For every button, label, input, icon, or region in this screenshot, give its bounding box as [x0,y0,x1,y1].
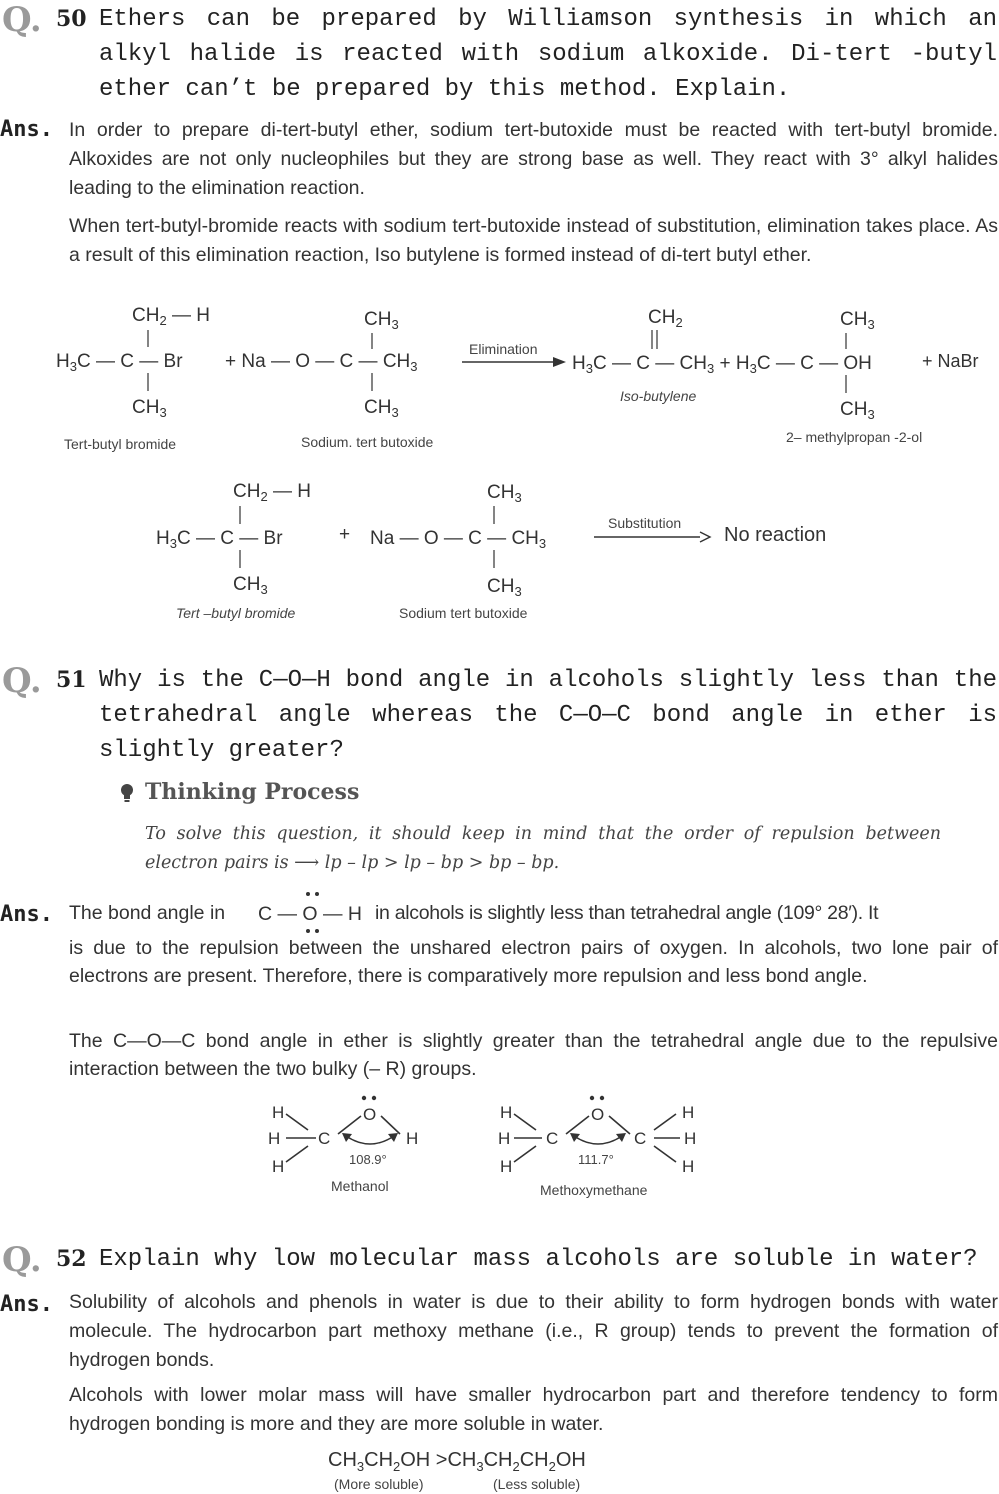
answer-label-q50: Ans. [0,117,53,142]
svg-text:C: C [634,1129,647,1148]
answer-line-1-start-q51: The bond angle in [69,902,226,924]
svg-text:H: H [682,1103,695,1122]
answer-paragraph-1-q52: Solubility of alcohols and phenols in water is due to their ability to form hydrogen bonds with water molecule. The hydrocarbon part methoxy methane (i.e., R group) tends to prevent the formation of hydrogen bonds. [69,1291,998,1371]
methylpropanol-label: 2– methylpropan -2-ol [786,429,923,445]
tert-butyl-bromide-label: Tert-butyl bromide [64,436,177,452]
svg-text:O: O [363,1105,377,1124]
answer-paragraph-1-q50: In order to prepare di-tert-butyl ether, sodium tert-butoxide must be reacted with tert-butyl bromide. Alkoxides are not only nucleophiles but they are strong base as well. They react with 3° alkyl halides leading to the elimination reaction. [69,119,998,199]
question-mark-q50: Q. [2,0,42,40]
nabr-product: + NaBr [922,351,979,371]
more-soluble-label: (More soluble) [334,1476,424,1492]
question-mark-q52: Q. [2,1240,42,1280]
svg-text:CH3: $CH_3$ [132,397,167,420]
sodium-tert-butoxide-label: Sodium. tert butoxide [301,434,434,450]
answer-paragraph-2-q51: The C—O—C bond angle in ether is slightly greater than the tetrahedral angle due to the repulsive interaction between the two bulky (– R) groups. [69,1030,998,1080]
question-number-q50: 50 [56,6,87,32]
answer-line-1-end-q51: in alcohols is slightly less than tetrahedral angle (109° 28′). It [375,902,879,924]
svg-text:CH2 — H: $CH_2$ — H [233,481,311,504]
question-number-q52: 52 [56,1246,87,1272]
svg-text:H3C — C — Br: $H_3C$ — C — Br [56,351,183,374]
solubility-comparison-formula [320,1440,640,1476]
less-soluble-label: (Less soluble) [493,1476,581,1492]
elimination-arrow-label: Elimination [469,341,538,357]
tert-butyl-bromide-label-2: Tert –butyl bromide [176,605,296,621]
answer-label-q52: Ans. [0,1292,53,1317]
svg-text:H: H [684,1129,697,1148]
methanol-label: Methanol [331,1178,389,1194]
methanol-bond-angle: 108.9° [349,1152,387,1167]
isobutylene-label: Iso-butylene [620,388,697,404]
svg-text:CH3CH2OH >CH3CH2CH2OH: $CH_3CH_2OH >CH_3CH_2CH_2OH$ [328,1449,586,1474]
question-number-q51: 51 [56,667,87,693]
question-text-q51: Why is the C—O—H bond angle in alcohols slightly less than the tetrahedral angle whereas the C—O—C bond angle in ether is slightly greater? [99,667,997,764]
svg-text:CH2: $CH_2$ [648,307,683,330]
substitution-arrow-label: Substitution [608,515,682,531]
question-text-q52: Explain why low molecular mass alcohols are soluble in water? [99,1246,978,1273]
question-mark-q51: Q. [2,661,42,701]
answer-paragraph-2-q52: Alcohols with lower molar mass will have smaller hydrocarbon part and therefore tendency to form hydrogen bonding is more and they are more soluble in water. [69,1384,998,1435]
lightbulb-icon [119,783,137,805]
thinking-process-text: To solve this question, it should keep in mind that the order of repulsion between electron pairs is ⟶ lp – lp > lp – bp > bp – bp. [145,824,941,873]
methoxymethane-bond-angle: 111.7° [578,1152,614,1167]
svg-text:+ Na — O — C — CH3: + Na — O — C — $CH_3$ [225,351,418,374]
svg-text:H: H [272,1103,285,1122]
svg-text:C: C [546,1129,559,1148]
svg-text:H: H [500,1157,513,1176]
question-text-q50: Ethers can be prepared by Williamson synthesis in which an alkyl halide is reacted with sodium alkoxide. Di-tert -butyl ether can’t be prepared by this method. Explain. [99,6,997,103]
svg-text:H: H [272,1157,285,1176]
svg-text:H: H [682,1157,695,1176]
no-reaction-result: No reaction [724,524,827,546]
svg-text:CH3: $CH_3$ [364,397,399,420]
svg-text:CH2 — H: $CH_2$ — H [132,305,210,328]
answer-label-q51: Ans. [0,902,53,927]
svg-text:CH3: $CH_3$ [487,576,522,599]
svg-text:O: O [591,1105,605,1124]
svg-text:CH3: $CH_3$ [840,309,875,332]
thinking-process-title: Thinking Process [145,779,360,805]
svg-text:C: C [318,1129,331,1148]
svg-text:CH3: $CH_3$ [233,574,268,597]
svg-text:H3C — C — Br: $H_3C$ — C — Br [156,528,283,551]
svg-text:CH3: $CH_3$ [840,399,875,422]
methoxymethane-label: Methoxymethane [540,1182,648,1198]
plus-sign-reaction2: + [339,524,351,545]
svg-text:H: H [406,1129,419,1148]
sodium-tert-butoxide-label-2: Sodium tert butoxide [399,605,528,621]
answer-paragraph-2-q50: When tert-butyl-bromide reacts with sodium tert-butoxide instead of substitution, elimination takes place. As a result of this elimination reaction, Iso butylene is formed instead of di-tert butyl ether. [69,215,998,266]
answer-paragraph-1-rest-q51: is due to the repulsion between the unshared electron pairs of oxygen. In alcohols, two lone pair of electrons are present. Therefore, there is comparatively more repulsion and less bond angle. [69,937,998,987]
substitution-reaction-diagram [0,470,999,610]
svg-text:Na — O — C — CH3: Na — O — C — $CH_3$ [370,528,547,551]
svg-text:H: H [268,1129,281,1148]
svg-text:CH3: $CH_3$ [364,309,399,332]
svg-text:H: H [498,1129,511,1148]
c-o-h-structure [248,888,388,938]
svg-text:H: H [500,1103,513,1122]
svg-text:H3C — C — CH3 + H3C — C — OH: $H_3C$ — C — $CH_3 + H_3C$ — C — OH [572,353,872,376]
svg-text:C — O — H: C — O — H [258,903,363,925]
svg-text:CH3: $CH_3$ [487,482,522,505]
